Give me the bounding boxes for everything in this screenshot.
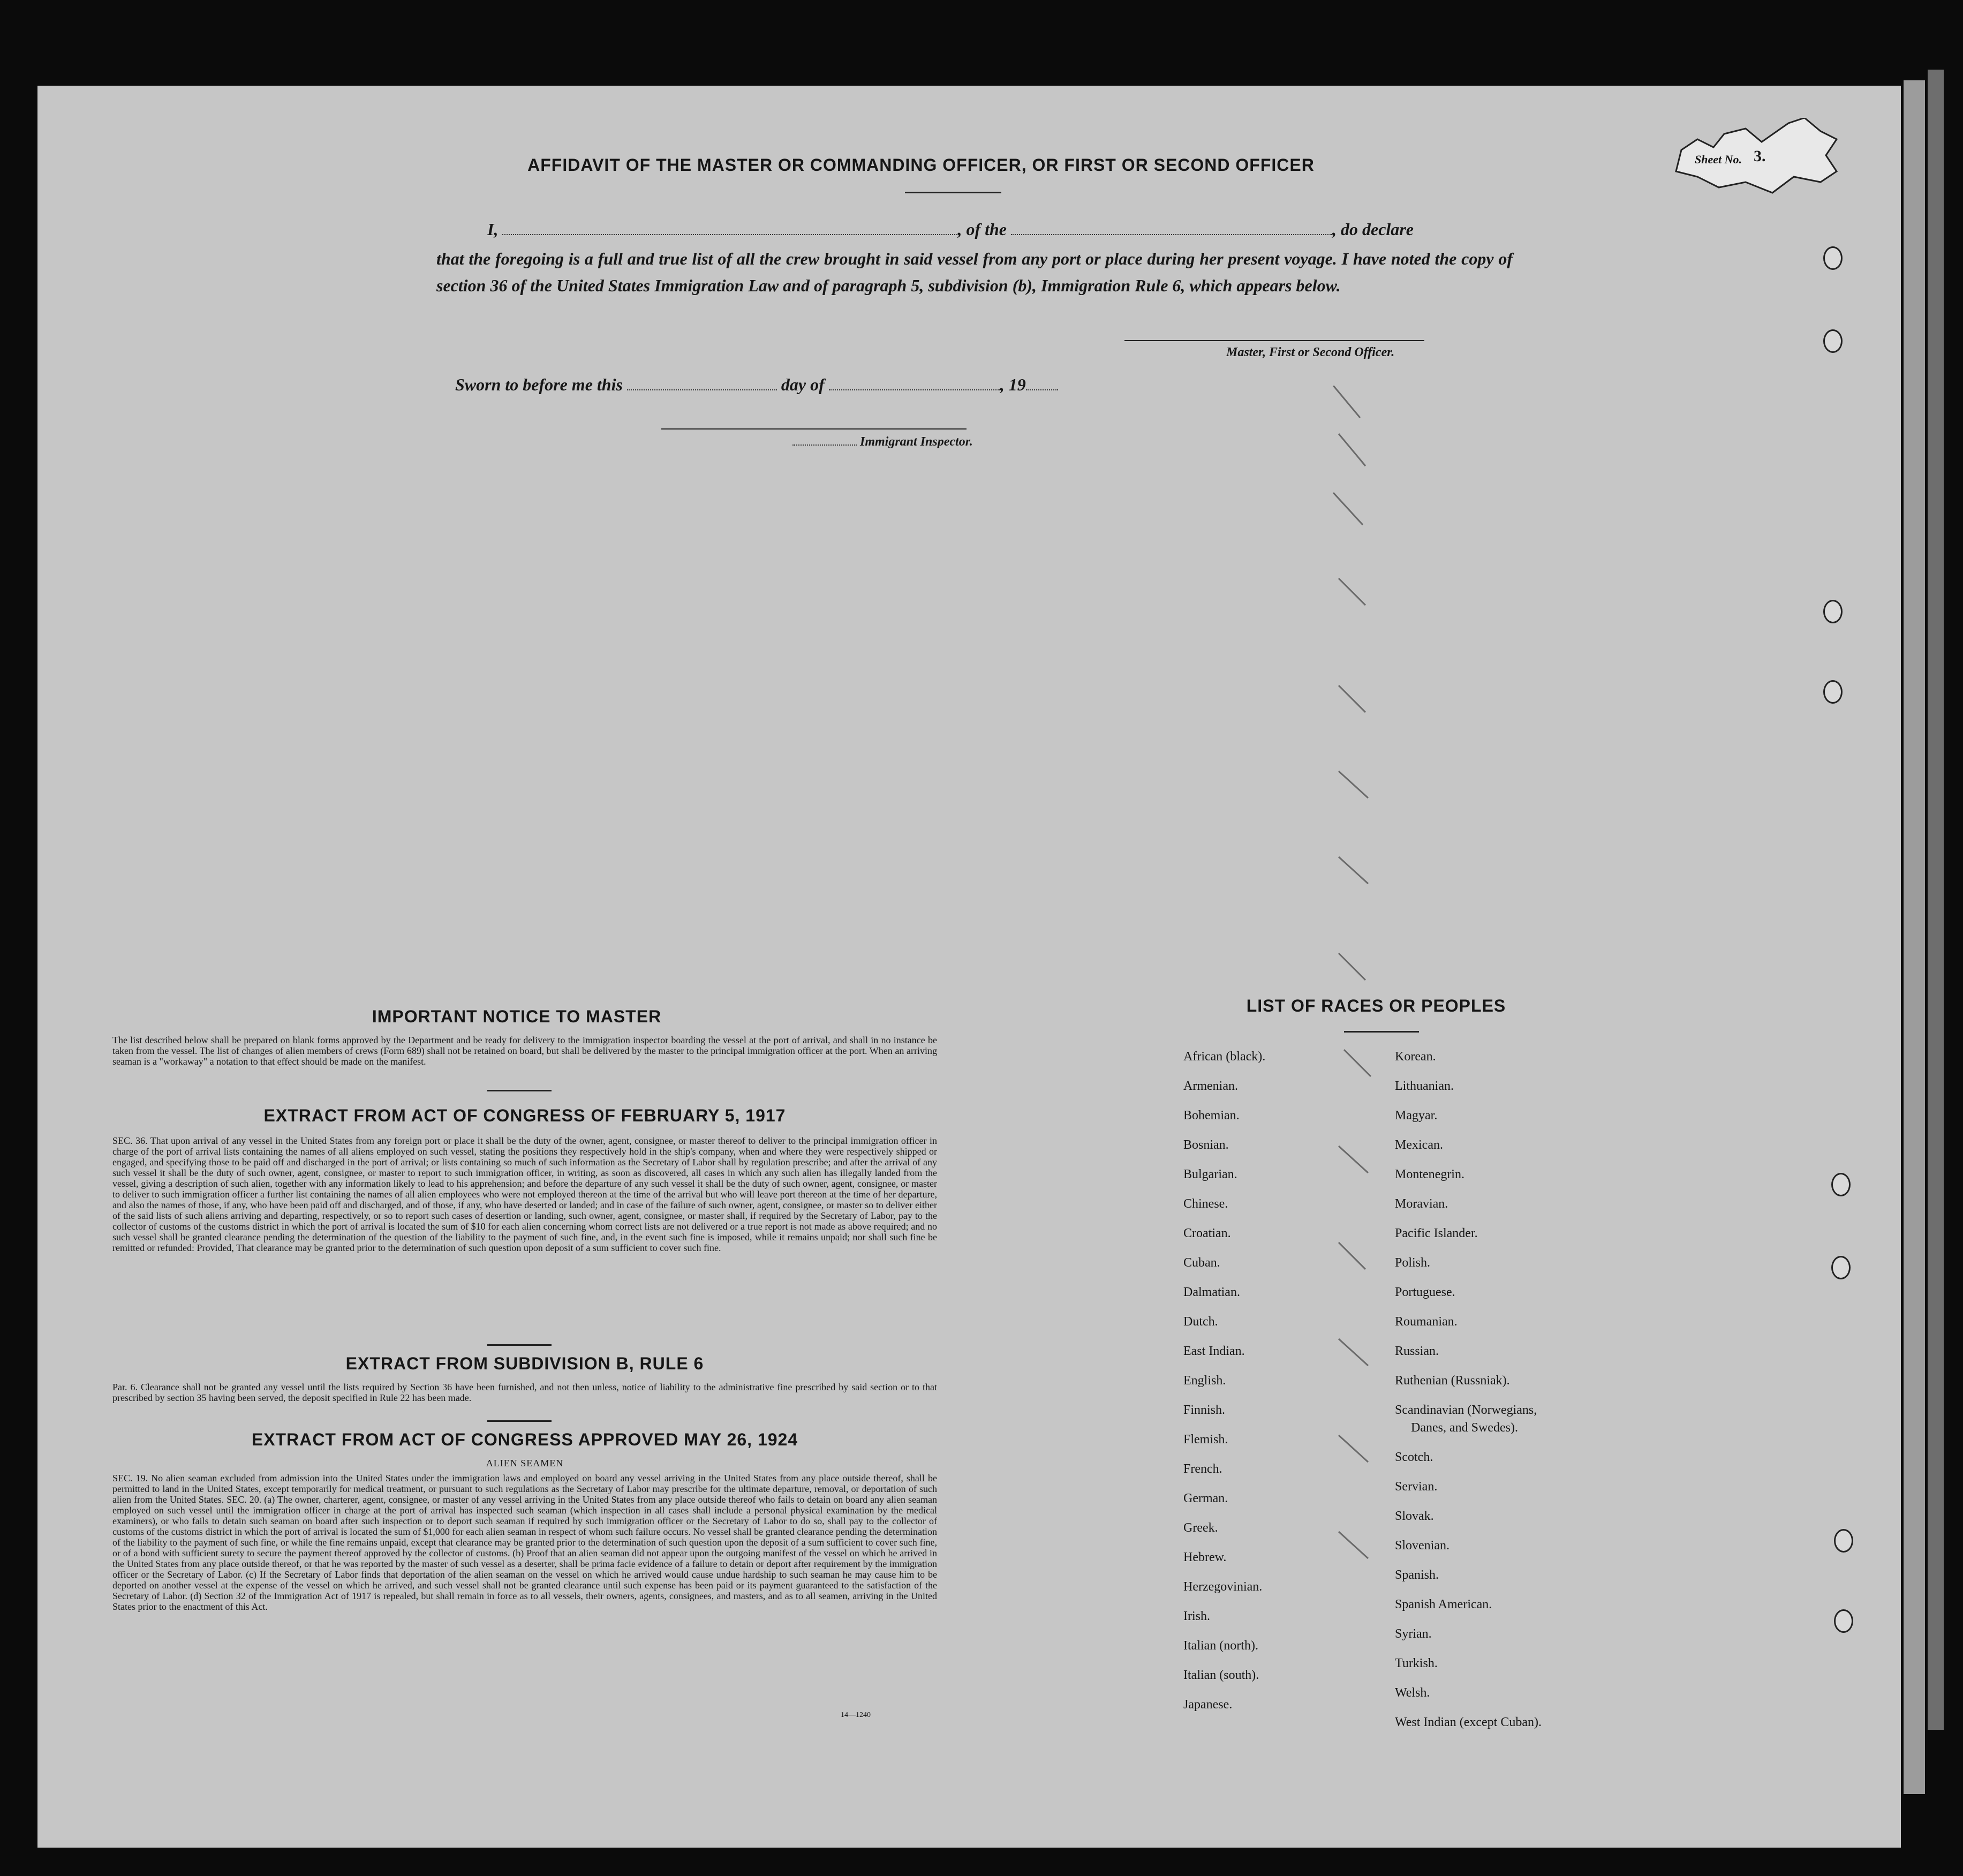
declarant-prefix: I, bbox=[487, 220, 499, 239]
race-item: Japanese. bbox=[1183, 1698, 1233, 1712]
binder-hole bbox=[1823, 600, 1843, 623]
race-item: Roumanian. bbox=[1395, 1315, 1458, 1329]
race-item: Dalmatian. bbox=[1183, 1285, 1240, 1299]
binder-hole bbox=[1831, 1256, 1851, 1279]
race-item: Dutch. bbox=[1183, 1315, 1218, 1329]
binder-hole bbox=[1823, 680, 1843, 704]
race-item: Spanish American. bbox=[1395, 1598, 1492, 1611]
race-item: Mexican. bbox=[1395, 1138, 1443, 1152]
binder-hole bbox=[1823, 246, 1843, 270]
extract-1924-title: EXTRACT FROM ACT OF CONGRESS APPROVED MAY 26, 1924 bbox=[251, 1430, 798, 1449]
race-item: Flemish. bbox=[1183, 1433, 1228, 1446]
title-rule bbox=[905, 192, 1001, 193]
vessel-name-field[interactable] bbox=[1011, 223, 1332, 235]
sheet-label: Sheet No. bbox=[1695, 153, 1742, 166]
sheet-number-value: 3. bbox=[1754, 147, 1766, 165]
affidavit-body: that the foregoing is a full and true list of all the crew brought in said vessel from any port or place during her present voyage. I have noted the copy of section 36 of the United States Immigration Law and of paragraph 5, subdivision (b), Immigration Rule 6, which appears below. bbox=[436, 249, 1513, 295]
race-item: Greek. bbox=[1183, 1521, 1218, 1535]
race-item: Italian (south). bbox=[1183, 1668, 1259, 1682]
race-item: Scotch. bbox=[1395, 1450, 1433, 1464]
race-item: Lithuanian. bbox=[1395, 1079, 1454, 1093]
race-item: German. bbox=[1183, 1491, 1228, 1505]
race-item: English. bbox=[1183, 1374, 1226, 1388]
binder-hole bbox=[1823, 329, 1843, 353]
signature-label: Master, First or Second Officer. bbox=[1226, 345, 1395, 359]
race-item: East Indian. bbox=[1183, 1344, 1245, 1358]
notice-title: IMPORTANT NOTICE TO MASTER bbox=[372, 1007, 662, 1026]
race-item: Scandinavian (Norwegians, bbox=[1395, 1403, 1537, 1417]
race-item: Armenian. bbox=[1183, 1079, 1238, 1093]
sworn-day-of: day of bbox=[781, 375, 825, 394]
affidavit-declaration-line bbox=[487, 220, 1414, 239]
race-item: Spanish. bbox=[1395, 1568, 1439, 1582]
race-item: Magyar. bbox=[1395, 1109, 1438, 1122]
inspector-label-row bbox=[792, 435, 973, 449]
race-item: Ruthenian (Russniak). bbox=[1395, 1374, 1510, 1388]
do-declare-label: , do declare bbox=[1332, 220, 1414, 239]
race-item: Servian. bbox=[1395, 1480, 1438, 1494]
race-item: Portuguese. bbox=[1395, 1285, 1455, 1299]
extract-1917-rule bbox=[487, 1344, 552, 1346]
race-item: Welsh. bbox=[1395, 1686, 1430, 1700]
race-item: French. bbox=[1183, 1462, 1222, 1476]
race-item: Turkish. bbox=[1395, 1656, 1438, 1670]
sworn-line bbox=[455, 375, 1058, 395]
race-item: Croatian. bbox=[1183, 1226, 1231, 1240]
races-left-column bbox=[1183, 1050, 1387, 1719]
race-item: Montenegrin. bbox=[1395, 1167, 1464, 1181]
race-item: Polish. bbox=[1395, 1256, 1431, 1270]
of-the-label: , of the bbox=[957, 220, 1007, 239]
race-item: Danes, and Swedes). bbox=[1411, 1421, 1518, 1435]
signature-line[interactable] bbox=[1124, 340, 1424, 341]
race-item: Moravian. bbox=[1395, 1197, 1448, 1211]
extract-rule6-title: EXTRACT FROM SUBDIVISION B, RULE 6 bbox=[345, 1354, 704, 1373]
race-item: Cuban. bbox=[1183, 1256, 1220, 1270]
race-item: Hebrew. bbox=[1183, 1550, 1227, 1564]
race-item: Russian. bbox=[1395, 1344, 1439, 1358]
sworn-day-field[interactable] bbox=[627, 379, 777, 390]
notice-body: The list described below shall be prepared on blank forms approved by the Department and be ready for delivery to the immigration inspector boarding the vessel at the port of arrival, and shall in no instance be taken from the vessel. The list of changes of alien members of crews (Form 689) shall not be retained on board, but shall be delivered by the master to the principal immigration officer at the port. When an arriving seaman is a "workaway" a notation to that effect should be made on the manifest. bbox=[112, 1035, 937, 1067]
race-item: Italian (north). bbox=[1183, 1639, 1258, 1653]
extract-1917-title: EXTRACT FROM ACT OF CONGRESS OF FEBRUARY 5, 1917 bbox=[263, 1106, 786, 1125]
race-item: Finnish. bbox=[1183, 1403, 1226, 1417]
race-item: African (black). bbox=[1183, 1050, 1266, 1064]
race-item: West Indian (except Cuban). bbox=[1395, 1715, 1542, 1729]
race-item: Syrian. bbox=[1395, 1627, 1432, 1641]
sworn-month-field[interactable] bbox=[829, 379, 1000, 390]
form-number: 14—1240 bbox=[841, 1711, 871, 1719]
extract-1917-body: SEC. 36. That upon arrival of any vessel in the United States from any foreign port or place it shall be the duty of the owner, agent, consignee, or master thereof to deliver to the principal immigration officer in charge of the port of arrival lists containing the names of all aliens employed on such vessel, stating the positions they respectively hold in the ship's company, when and where they were respectively shipped or engaged, and specifying those to be paid off and discharged in the port of arrival; or lists containing so much of such information as the Secretary of Labor shall by regulation prescribe; and after the arrival of any such vessel it shall be the duty of such owner, agent, consignee, or master to report to such immigration officer, in writing, as soon as discovered, all cases in which any such alien has illegally landed from the vessel, giving a description of such alien, together with any information likely to lead to his apprehension; and before the departure of any such vessel it shall be the duty of such owner, agent, consignee, or master to deliver to such immigration officer a further list containing the names of all alien employees who were not employed thereon at the time of the arrival but who will leave port thereon at the time of her departure, and also the names of those, if any, who have been paid off and discharged, and of those, if any, who have deserted or landed; and in case of the failure of such owner, agent, consignee, or master so to deliver either of the said lists of such aliens arriving and departing, respectively, or so to report such cases of desertion or landing, such owner, agent, consignee, or master shall, if required by the Secretary of Labor, pay to the collector of customs of the customs district in which the port of arrival is located the sum of $10 for each alien concerning whom correct lists are not delivered or a true report is not made as above required; and no such vessel shall be granted clearance pending the determination of the question of the liability to the payment of such fine, and, in the event such fine is imposed, while it remains unpaid; nor shall such fine be remitted or refunded: Provided, That clearance may be granted prior to the determination of such question upon deposit of a sum sufficient to cover such fine. bbox=[112, 1135, 937, 1253]
race-item: Pacific Islander. bbox=[1395, 1226, 1478, 1240]
races-right-column bbox=[1395, 1050, 1620, 1729]
race-item: Korean. bbox=[1395, 1050, 1436, 1064]
underlying-page-edge-2 bbox=[1928, 70, 1944, 1730]
inspector-label: Immigrant Inspector. bbox=[860, 435, 973, 449]
race-item: Irish. bbox=[1183, 1609, 1210, 1623]
notice-rule bbox=[487, 1090, 552, 1091]
binder-hole bbox=[1834, 1609, 1853, 1633]
race-item: Bosnian. bbox=[1183, 1138, 1229, 1152]
extract-1924-subtitle: ALIEN SEAMEN bbox=[486, 1458, 564, 1468]
sworn-year-field[interactable] bbox=[1026, 379, 1058, 390]
race-item: Herzegovinian. bbox=[1183, 1580, 1263, 1594]
underlying-page-edge bbox=[1904, 80, 1925, 1794]
race-item: Bohemian. bbox=[1183, 1109, 1240, 1122]
binder-hole bbox=[1831, 1173, 1851, 1196]
race-item: Slovenian. bbox=[1395, 1539, 1449, 1553]
binder-hole bbox=[1834, 1529, 1853, 1553]
extract-rule6-rule bbox=[487, 1420, 552, 1422]
extract-rule6-body: Par. 6. Clearance shall not be granted any vessel until the lists required by Section 36 have been furnished, and not then unless, notice of liability to the administrative fine prescribed by said section or to that prescribed by section 35 having been served, the deposit specified in Rule 22 has been made. bbox=[112, 1382, 937, 1403]
sworn-prefix: Sworn to before me this bbox=[455, 375, 623, 394]
sheet-number-tag bbox=[1665, 118, 1847, 198]
declarant-name-field[interactable] bbox=[502, 223, 957, 235]
sworn-year-prefix: , 19 bbox=[1000, 375, 1026, 394]
manifest-sheet bbox=[37, 86, 1901, 1848]
race-item: Bulgarian. bbox=[1183, 1167, 1237, 1181]
extract-1924-body: SEC. 19. No alien seaman excluded from admission into the United States under the immigration laws and employed on board any vessel arriving in the United States from any place outside thereof, shall be permitted to land in the United States, except temporarily for medical treatment, or pursuant to such regulations as the Secretary of Labor may prescribe for the ultimate departure, removal, or deportation of such alien from the United States. SEC. 20. (a) The owner, charterer, agent, consignee, or master of any vessel arriving in the United States from any place outside thereof who fails to detain on board any alien seaman employed on such vessel until the immigration officer in charge at the port of arrival has inspected such seaman (which inspection in all cases shall include a personal physical examination by the medical examiners), or who fails to detain such seaman on board after such inspection or to deport such seaman if required by such immigration officer or the Secretary of Labor to do so, shall pay to the collector of customs of the customs district in which the port of arrival is located the sum of $1,000 for each alien seaman in respect of whom such failure occurs. No vessel shall be granted clearance pending the determination of the liability to the payment of such fine, or while the fine remains unpaid, except that clearance may be granted prior to the determination of such question upon the deposit of a sum sufficient to cover such fine, or of a bond with sufficient surety to secure the payment thereof approved by the collector of customs. (b) Proof that an alien seaman did not appear upon the outgoing manifest of the vessel on which he arrived in the United States from any place outside thereof, or that he was reported by the master of such vessel as a deserter, shall be prima facie evidence of a failure to detain or deport after requirement by the immigration officer or the Secretary of Labor. (c) If the Secretary of Labor finds that deportation of the alien seaman on the vessel on which he arrived would cause undue hardship to such seaman he may cause him to be deported on another vessel at the expense of the vessel on which he arrived, and such vessel shall not be granted clearance until such expense has been paid or its payment guaranteed to the satisfaction of the Secretary of Labor. (d) Section 32 of the Immigration Act of 1917 is repealed, but shall remain in force as to all vessels, their owners, agents, consignees, and masters, and as to all seamen, arriving in the United States prior to the enactment of this Act. bbox=[112, 1473, 937, 1612]
race-item: Chinese. bbox=[1183, 1197, 1228, 1211]
race-item: Slovak. bbox=[1395, 1509, 1434, 1523]
races-title: LIST OF RACES OR PEOPLES bbox=[1246, 996, 1506, 1015]
inspector-signature-line[interactable] bbox=[661, 428, 967, 430]
affidavit-title: AFFIDAVIT OF THE MASTER OR COMMANDING OFFICER, OR FIRST OR SECOND OFFICER bbox=[527, 155, 1315, 175]
inspector-dots bbox=[792, 438, 857, 446]
races-rule bbox=[1344, 1031, 1419, 1033]
